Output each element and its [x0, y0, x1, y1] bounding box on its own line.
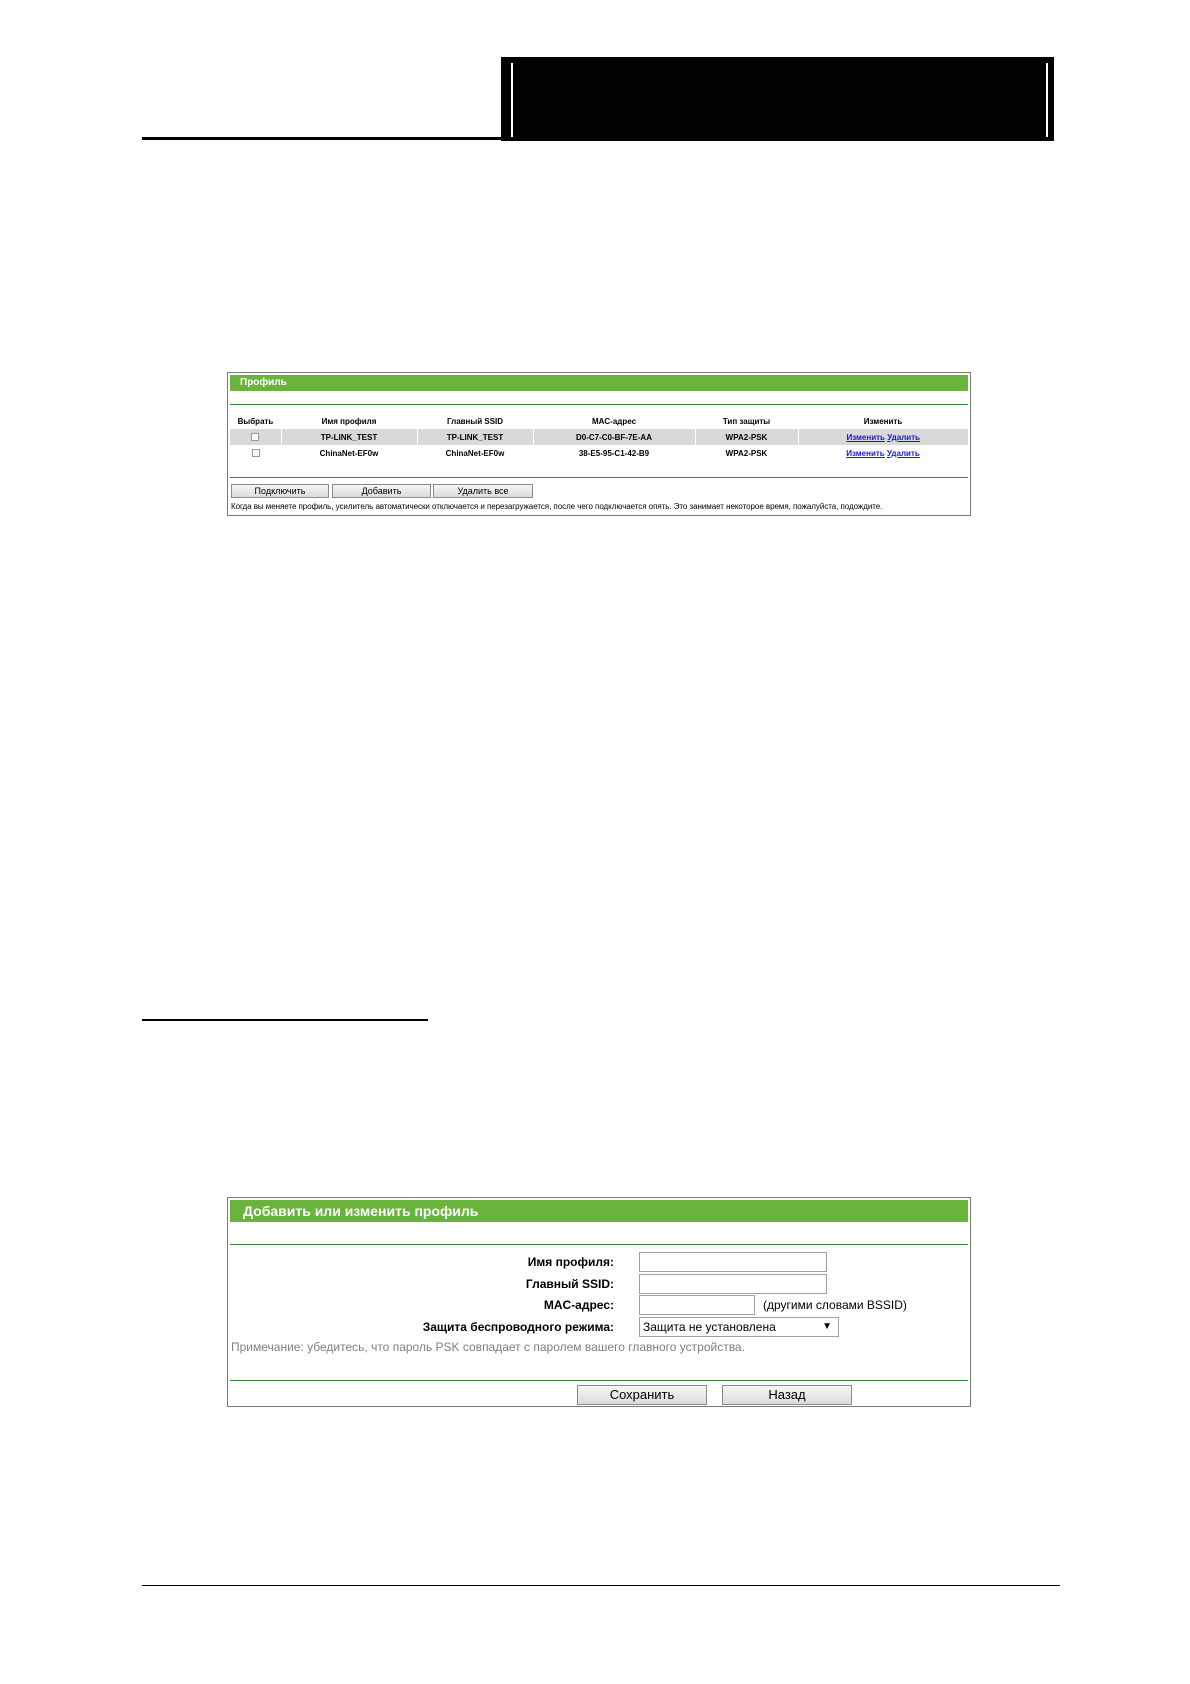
security-cell: WPA2-PSK: [695, 429, 798, 445]
security-cell: WPA2-PSK: [725, 448, 768, 458]
mac-hint: (другими словами BSSID): [763, 1298, 907, 1312]
table-row: [230, 429, 968, 445]
row-checkbox[interactable]: [251, 433, 259, 441]
header-banner: [501, 57, 1054, 141]
col-mac: MAC-адрес: [591, 416, 637, 426]
wireless-security-label: Защита беспроводного режима:: [422, 1320, 614, 1334]
chevron-down-icon: ▼: [822, 1321, 832, 1332]
section-heading-underline: [142, 1019, 428, 1021]
header-rule: [142, 137, 502, 140]
back-button[interactable]: Назад: [722, 1385, 852, 1405]
profile-table: [230, 413, 968, 461]
connect-button[interactable]: Подключить: [231, 484, 329, 498]
profile-panel-title: Профиль: [230, 375, 968, 391]
table-row: [230, 445, 968, 461]
header-banner-stripe-left: [511, 63, 513, 137]
ssid-cell: TP-LINK_TEST: [417, 429, 533, 445]
profile-name-cell: TP-LINK_TEST: [281, 429, 417, 445]
delete-link[interactable]: Удалить: [887, 432, 921, 442]
col-security: Тип защиты: [722, 416, 771, 426]
header-banner-stripe-right: [1046, 63, 1048, 137]
col-select: Выбрать: [237, 416, 274, 426]
add-button[interactable]: Добавить: [332, 484, 431, 498]
save-button[interactable]: Сохранить: [577, 1385, 707, 1405]
row-checkbox[interactable]: [252, 449, 260, 457]
ssid-cell: ChinaNet-EF0w: [445, 448, 505, 458]
mac-cell: D0-C7-C0-BF-7E-AA: [533, 429, 695, 445]
edit-profile-panel: [227, 1197, 971, 1407]
select-cell: [230, 429, 281, 445]
profile-panel: [227, 372, 971, 516]
col-main-ssid: Главный SSID: [446, 416, 504, 426]
delete-all-button[interactable]: Удалить все: [433, 484, 533, 498]
actions-cell: [798, 445, 968, 461]
divider: [230, 477, 968, 478]
profile-change-note: Когда вы меняете профиль, усилитель автоматически отключается и перезагружается, после чего подключается опять. Это занимает некоторое время, пожалуйста, подождите.: [231, 502, 883, 511]
divider: [230, 404, 968, 405]
main-ssid-label: Главный SSID:: [525, 1277, 614, 1291]
profile-name-label: Имя профиля:: [527, 1255, 614, 1269]
edit-link[interactable]: Изменить: [846, 432, 885, 442]
wireless-security-value: Защита не установлена: [643, 1320, 776, 1334]
mac-input[interactable]: [639, 1295, 755, 1315]
profile-name-cell: ChinaNet-EF0w: [319, 448, 379, 458]
col-profile-name: Имя профиля: [321, 416, 377, 426]
actions-cell: [798, 429, 968, 445]
divider: [230, 1244, 968, 1245]
footer-rule: [142, 1585, 1060, 1586]
col-edit: Изменить: [863, 416, 903, 426]
profile-name-input[interactable]: [639, 1252, 827, 1272]
table-header-row: [230, 413, 968, 429]
select-cell: [230, 445, 281, 461]
edit-profile-title: Добавить или изменить профиль: [230, 1200, 968, 1222]
divider: [230, 1380, 968, 1381]
mac-label: MAC-адрес:: [543, 1298, 614, 1312]
mac-cell: 38-E5-95-C1-42-B9: [578, 448, 650, 458]
main-ssid-input[interactable]: [639, 1274, 827, 1294]
wireless-security-select[interactable]: [639, 1317, 839, 1337]
edit-link[interactable]: Изменить: [846, 448, 885, 458]
delete-link[interactable]: Удалить: [886, 448, 920, 458]
psk-note: Примечание: убедитесь, что пароль PSK совпадает с паролем вашего главного устройства.: [231, 1340, 745, 1354]
